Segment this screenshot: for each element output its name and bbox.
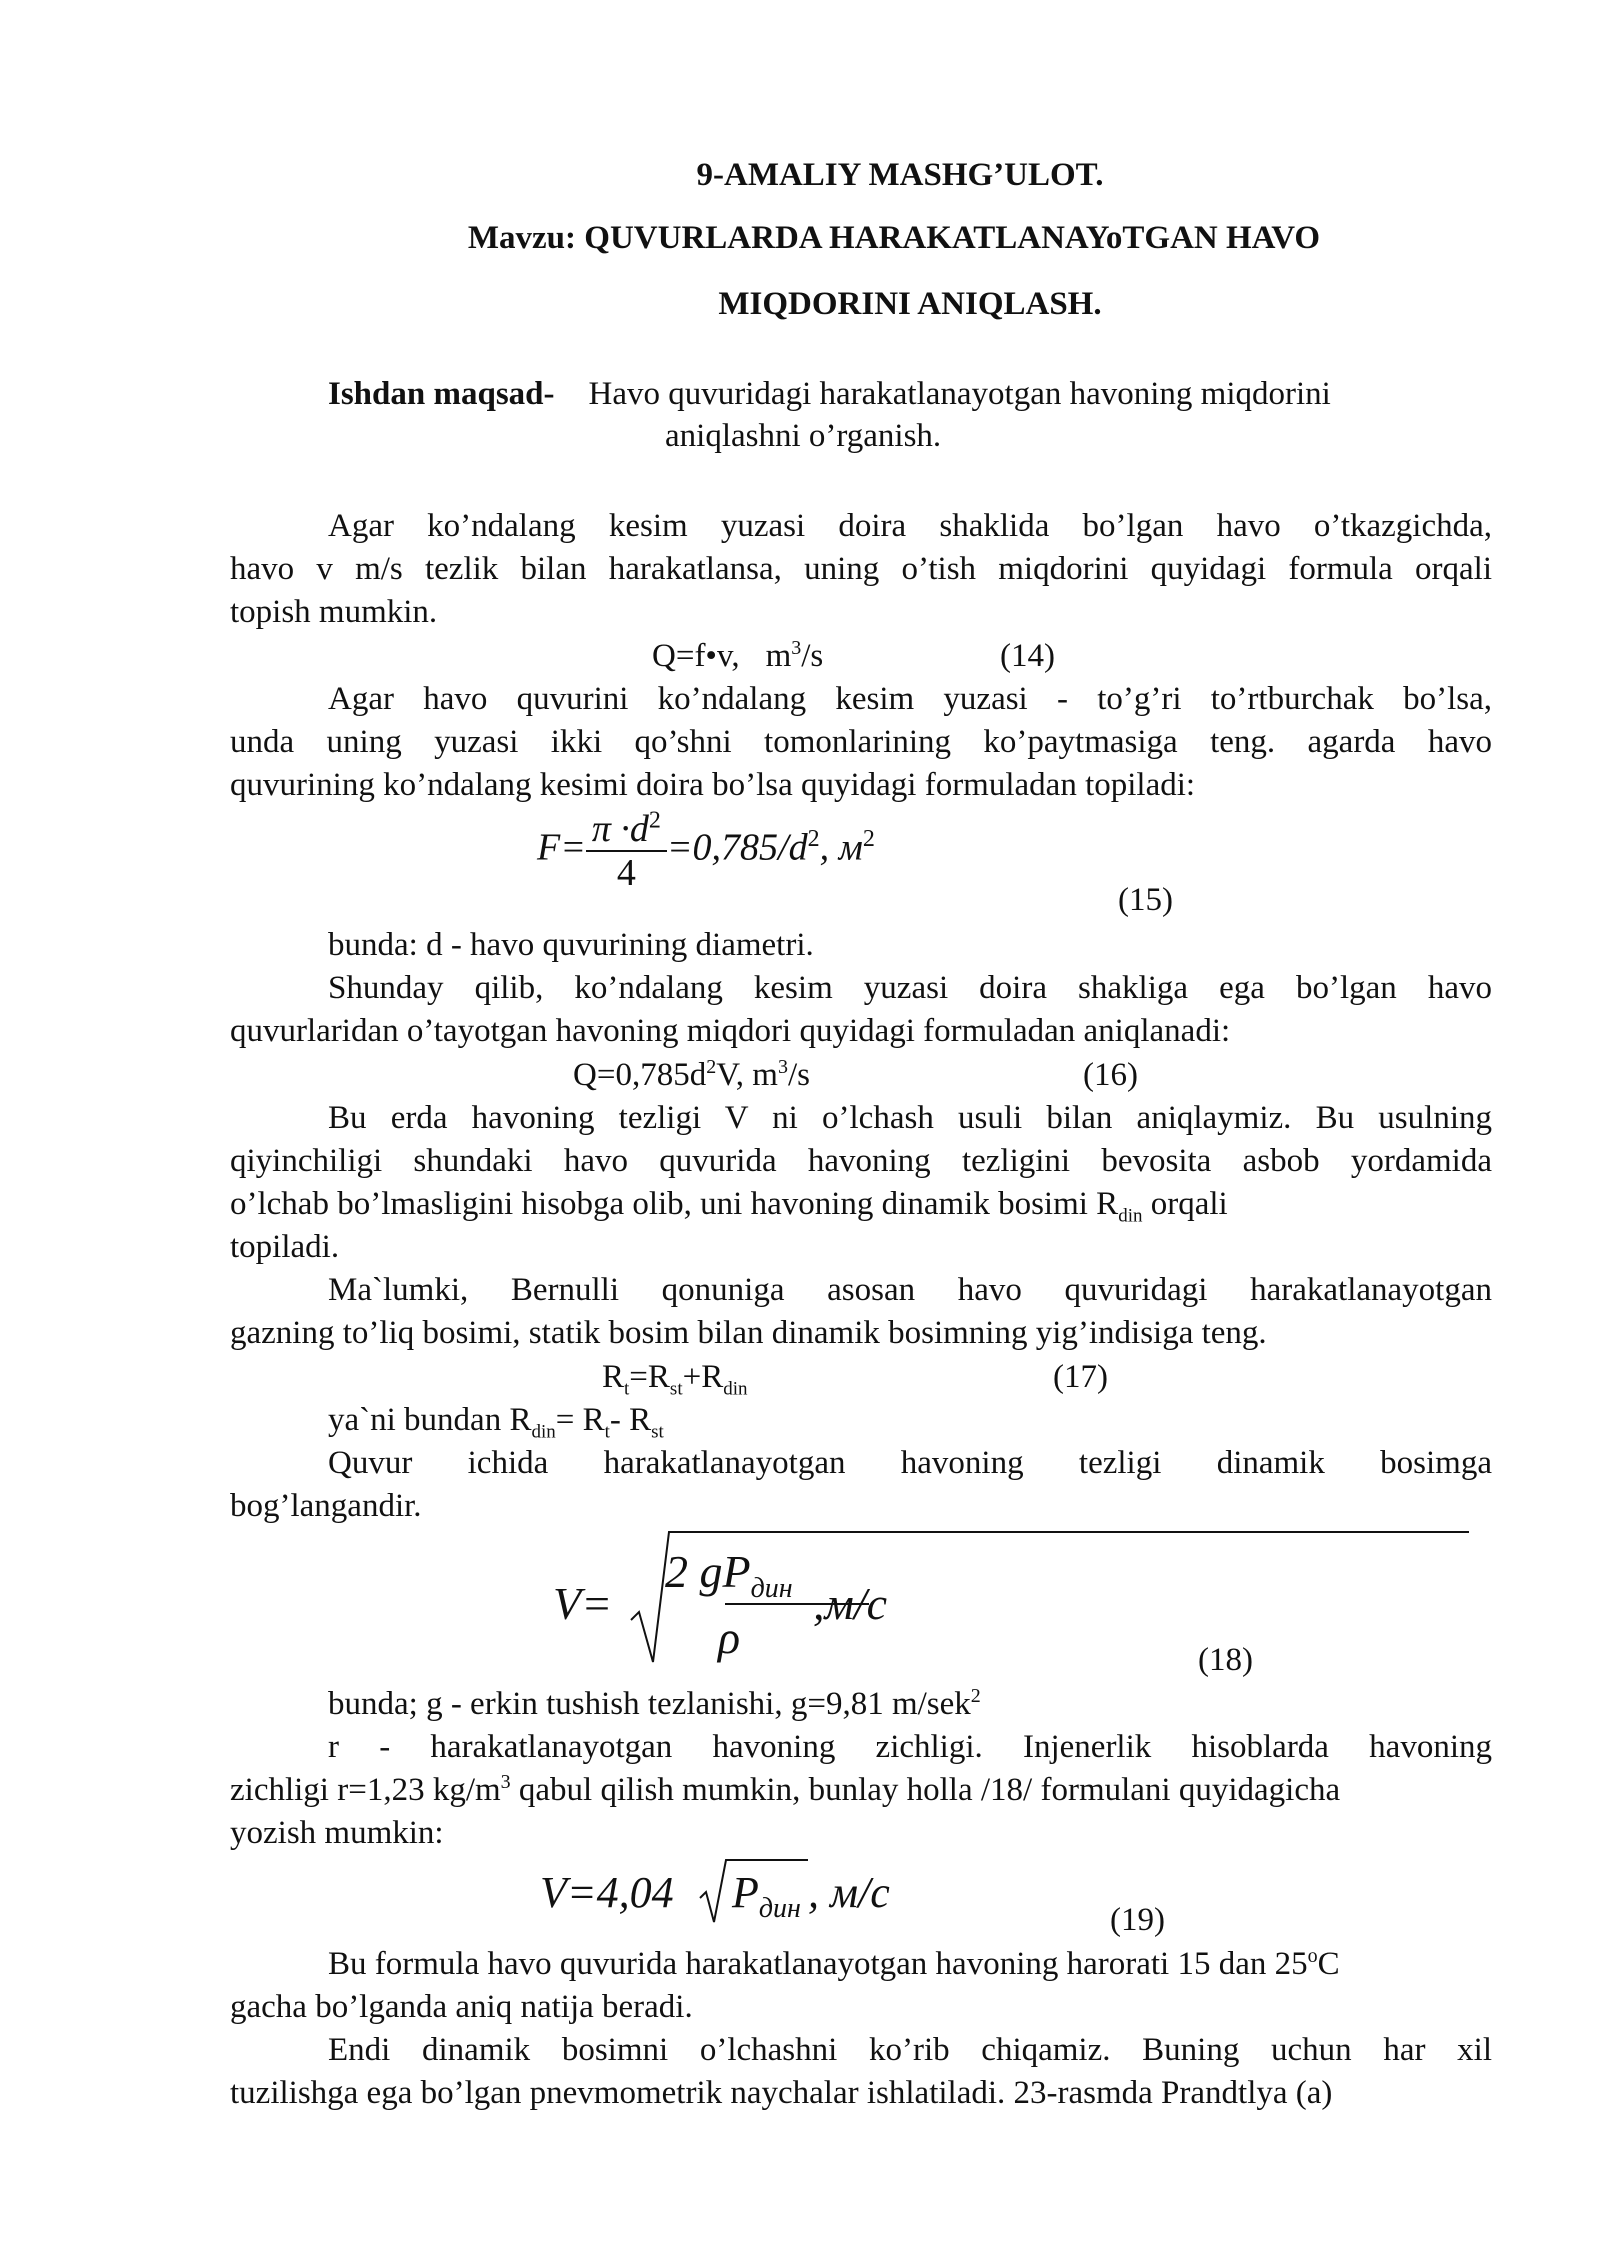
para2-line-2: unda uning yuzasi ikki qo’shni tomonlarining ko’paytmasiga teng. agarda havo [230, 724, 1492, 760]
para9-line-4: yozish mumkin: [230, 1815, 444, 1851]
eq18-num-text: 2 gP [665, 1546, 751, 1597]
para8-line-1: Quvur ichida harakatlanayotgan havoning tezligi dinamik bosimga [328, 1445, 1492, 1481]
page-title: 9-AMALIY MASHG’ULOT. [696, 157, 1104, 193]
para7-b: = R [555, 1402, 605, 1438]
para5-line-3 [230, 1184, 1492, 1227]
eq19-radicand [732, 1868, 801, 1924]
para1-line-3: topish mumkin. [230, 594, 438, 630]
para5-line-1: Bu erda havoning tezligi V ni o’lchash usuli bilan aniqlaymiz. Bu usulning [328, 1100, 1492, 1136]
para10-line-2: gacha bo’lganda aniq natija beradi. [230, 1989, 693, 2025]
eq17-number: (17) [1053, 1359, 1108, 1395]
para6-line-1: Ma`lumki, Bernulli qonuniga asosan havo quvuridagi harakatlanayotgan [328, 1272, 1492, 1308]
para10-line-1 [328, 1944, 1340, 1984]
topic-line-1: Mavzu: QUVURLARDA HARAKATLANAYoTGAN HAVO [467, 220, 1321, 256]
eq19-rad-sub: дин [758, 1892, 801, 1924]
eq17-r1: R [602, 1359, 625, 1395]
eq18-unit: ,м/с [813, 1578, 888, 1629]
eq17-s3: din [723, 1378, 748, 1400]
para10-l1b: C [1317, 1946, 1340, 1982]
eq17-r2: =R [629, 1359, 670, 1395]
aim-text-1: Havo quvuridagi harakatlanayotgan havoning miqdorini [588, 376, 1331, 412]
para5-line-2: qiyinchiligi shundaki havo quvurida havoning tezligini bevosita asbob yordamida [230, 1143, 1492, 1179]
para7-a: ya`ni bundan R [328, 1402, 532, 1438]
equation-14 [652, 636, 823, 676]
eq15-unit: , м [819, 826, 863, 869]
para2-line-3: quvurining ko’ndalang kesimi doira bo’lsa quyidagi formuladan topiladi: [230, 767, 1196, 803]
eq16-part-b: V, m [716, 1057, 778, 1093]
eq16-part-c: /s [787, 1057, 810, 1093]
para7-c: - R [609, 1402, 652, 1438]
eq15-fraction [586, 808, 667, 894]
aim-line-2: aniqlashni o’rganish. [665, 418, 942, 454]
para9-line-2: r - harakatlanayotgan havoning zichligi. Injenerlik hisoblarda havoning [328, 1729, 1492, 1765]
equation-16 [573, 1055, 810, 1095]
aim-line-1 [328, 374, 1331, 414]
equation-17 [602, 1357, 748, 1400]
para8-line-2: bog’langandir. [230, 1488, 422, 1524]
eq18-number: (18) [1198, 1642, 1253, 1678]
eq16-exp-a: 2 [706, 1056, 717, 1078]
eq19-rad: P [732, 1868, 759, 1917]
para9-a: bunda; g - erkin tushish tezlanishi, g=9,81 m/sek [328, 1686, 971, 1722]
eq14-number: (14) [1000, 638, 1055, 674]
eq14-unit-exp: 3 [791, 637, 802, 659]
para9-l3a: zichligi r=1,23 kg/m [230, 1772, 501, 1808]
para3-line-1: bunda: d - havo quvurining diametri. [328, 927, 814, 963]
eq18-lhs: V= [553, 1578, 613, 1629]
eq19-number: (19) [1110, 1902, 1165, 1938]
para6-line-2: gazning to’liq bosimi, statik bosim bilan dinamik bosimning yig’indisiga teng. [230, 1315, 1267, 1351]
eq18-denominator: ρ [718, 1612, 741, 1663]
eq18-numerator [665, 1546, 793, 1605]
para5-line-4: topiladi. [230, 1229, 340, 1265]
eq17-s1: t [624, 1378, 630, 1400]
para9-a-exp: 2 [970, 1685, 981, 1707]
eq14-formula: Q=f•v, [652, 638, 740, 674]
para1-line-1: Agar ko’ndalang kesim yuzasi doira shaklida bo’lgan havo o’tkazgichda, [328, 508, 1492, 544]
eq18-num-sub: дин [750, 1573, 793, 1605]
eq15-number: (15) [1118, 882, 1173, 918]
para1-line-2: havo v m/s tezlik bilan harakatlansa, uning o’tish miqdorini quyidagi formula orqali [230, 551, 1492, 587]
para10-l1-exp: o [1307, 1945, 1318, 1967]
eq16-number: (16) [1083, 1057, 1138, 1093]
para4-line-1: Shunday qilib, ko’ndalang kesim yuzasi doira shakliga ega bo’lgan havo [328, 970, 1492, 1006]
eq15-rhs-exp: 2 [807, 826, 820, 853]
eq17-r3: +R [682, 1359, 724, 1395]
eq16-part-a: Q=0,785d [573, 1057, 707, 1093]
eq15-num-exp: 2 [648, 807, 661, 834]
eq17-s2: st [669, 1378, 683, 1400]
para5-l3b: orqali [1142, 1186, 1228, 1222]
eq15-lhs: F= [537, 826, 586, 869]
para11-line-1: Endi dinamik bosimni o’lchashni ko’rib chiqamiz. Buning uchun har xil [328, 2032, 1492, 2068]
topic-line-2: MIQDORINI ANIQLASH. [718, 286, 1102, 322]
para5-l3a: o’lchab bo’lmasligini hisobga olib, uni havoning dinamik bosimi R [230, 1186, 1119, 1222]
para5-line-3-text [230, 1184, 1228, 1227]
eq19-unit: , м/с [808, 1868, 890, 1917]
para11-line-2: tuzilishga ega bo’lgan pnevmometrik naychalar ishlatiladi. 23-rasmda Prandtlya (a) [230, 2075, 1333, 2111]
eq14-unit-tail: /s [801, 638, 824, 674]
eq15-rhs: =0,785/d [666, 826, 808, 869]
para7-s2: t [604, 1421, 610, 1443]
para7-line-1 [328, 1400, 664, 1443]
para2-line-1: Agar havo quvurini ko’ndalang kesim yuzasi - to’g’ri to’rtburchak bo’lsa, [328, 681, 1492, 717]
para9-l3-exp: 3 [500, 1771, 511, 1793]
para10-l1a: Bu formula havo quvurida harakatlanayotgan havoning harorati 15 dan 25 [328, 1946, 1308, 1982]
para9-l3b: qabul qilish mumkin, bunlay holla /18/ formulani quyidagicha [510, 1772, 1341, 1808]
para9-line-3 [230, 1770, 1340, 1810]
para7-s3: st [651, 1421, 664, 1443]
para4-line-2: quvurlaridan o’tayotgan havoning miqdori quyidagi formuladan aniqlanadi: [230, 1013, 1231, 1049]
eq15-numerator: π ·d [591, 808, 649, 850]
aim-label: Ishdan maqsad- [328, 376, 555, 412]
para9-line-1 [328, 1684, 981, 1724]
eq15-unit-exp: 2 [862, 826, 875, 853]
eq14-unit: m [765, 638, 792, 674]
equation-15 [537, 808, 875, 894]
eq15-denominator: 4 [616, 852, 636, 894]
eq19-lhs: V=4,04 [540, 1868, 674, 1917]
para5-l3-sub: din [1118, 1205, 1143, 1227]
eq16-exp-b: 3 [777, 1056, 788, 1078]
para7-s1: din [531, 1421, 556, 1443]
